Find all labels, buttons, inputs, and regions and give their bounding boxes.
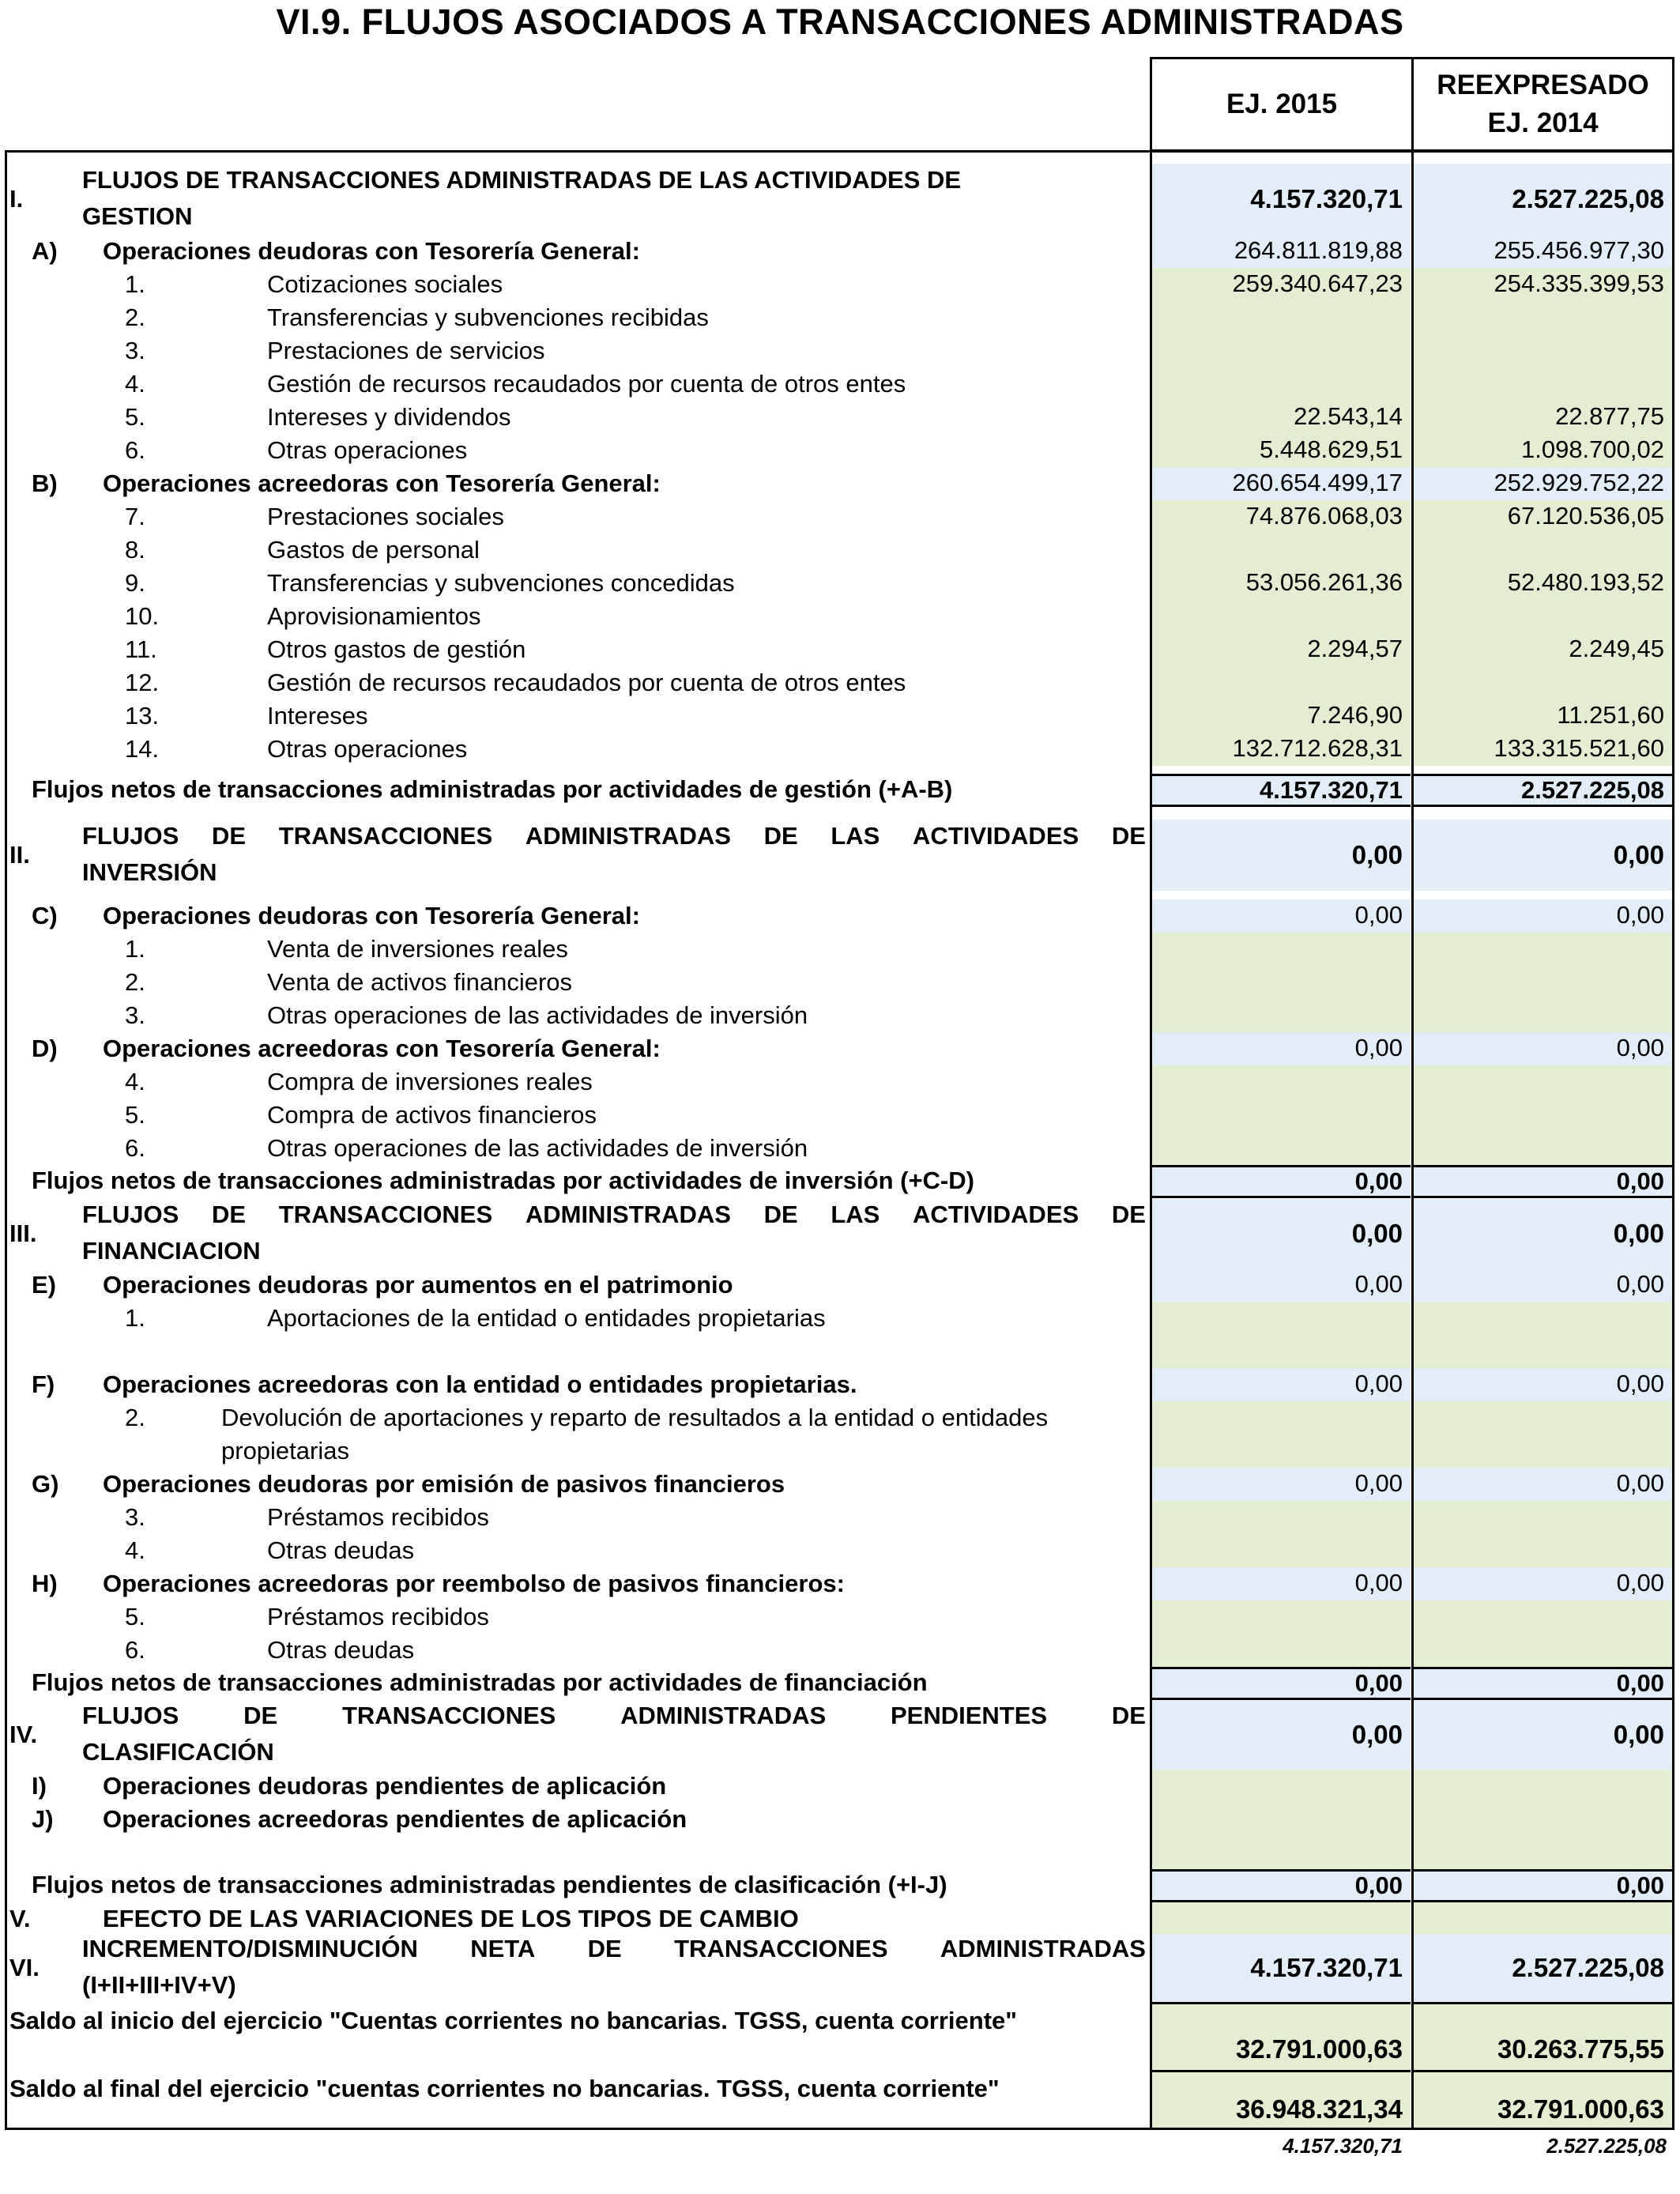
amount-2014: 52.480.193,52 bbox=[1414, 567, 1672, 600]
section-title-word: DE bbox=[1111, 822, 1146, 850]
item-label: Intereses y dividendos bbox=[267, 403, 511, 431]
group-letter: D) bbox=[32, 1035, 58, 1062]
section-number: II. bbox=[9, 841, 30, 869]
group-label: Operaciones deudoras por aumentos en el patrimonio bbox=[103, 1271, 733, 1299]
item-number: 1. bbox=[125, 935, 145, 963]
amount-2014: 254.335.399,53 bbox=[1414, 268, 1672, 301]
item-number: 2. bbox=[125, 1404, 145, 1431]
amount-2014: 30.263.775,55 bbox=[1414, 2002, 1672, 2070]
group-letter: H) bbox=[32, 1570, 58, 1597]
amount-2015: 264.811.819,88 bbox=[1152, 235, 1411, 268]
group-letter: J) bbox=[32, 1805, 54, 1833]
item-label: Otras operaciones de las actividades de inversión bbox=[267, 1001, 808, 1029]
amount-2014: 0,00 bbox=[1414, 1468, 1672, 1501]
item-label: Aprovisionamientos bbox=[267, 602, 481, 630]
item-number: 4. bbox=[125, 1536, 145, 1564]
amount-2014: 22.877,75 bbox=[1414, 401, 1672, 434]
net-flow-label: Flujos netos de transacciones administradas por actividades de gestión (+A-B) bbox=[32, 775, 953, 803]
section-title-word: DE bbox=[587, 1935, 622, 1962]
item-number: 13. bbox=[125, 702, 160, 729]
item-number: 4. bbox=[125, 370, 145, 398]
section-title-word: ADMINISTRADAS bbox=[525, 822, 731, 850]
item-number: 3. bbox=[125, 337, 145, 364]
item-label: Compra de activos financieros bbox=[267, 1101, 597, 1129]
amount-2015: 0,00 bbox=[1152, 1468, 1411, 1501]
amount-2014: 0,00 bbox=[1414, 1667, 1672, 1700]
section-title-word: ACTIVIDADES bbox=[913, 822, 1079, 850]
section-number: I. bbox=[9, 185, 24, 213]
item-number: 6. bbox=[125, 436, 145, 464]
amount-2015: 4.157.320,71 bbox=[1152, 164, 1411, 235]
amount-2015: 32.791.000,63 bbox=[1152, 2002, 1411, 2070]
group-letter: C) bbox=[32, 902, 58, 929]
amount-2014: 1.098.700,02 bbox=[1414, 434, 1672, 467]
item-number: 5. bbox=[125, 403, 145, 431]
section-number: IV. bbox=[9, 1721, 38, 1748]
amount-2014: 0,00 bbox=[1414, 1368, 1672, 1401]
amount-2014: 0,00 bbox=[1414, 1032, 1672, 1065]
section-title-word: DE bbox=[763, 1201, 798, 1228]
amount-2015: 259.340.647,23 bbox=[1152, 268, 1411, 301]
group-label: Operaciones deudoras con Tesorería General: bbox=[103, 237, 640, 265]
item-label: Gastos de personal bbox=[267, 536, 480, 564]
amount-2014: 0,00 bbox=[1414, 1567, 1672, 1600]
section-number: III. bbox=[9, 1220, 37, 1247]
amount-2015: 0,00 bbox=[1152, 1165, 1411, 1198]
amount-2014: 0,00 bbox=[1414, 1269, 1672, 1302]
amount-2014: 2.527.225,08 bbox=[1414, 774, 1672, 807]
amount-2014: 67.120.536,05 bbox=[1414, 500, 1672, 533]
amount-2015: 132.712.628,31 bbox=[1152, 733, 1411, 766]
amount-2015: 4.157.320,71 bbox=[1152, 1934, 1411, 2002]
amount-2015: 260.654.499,17 bbox=[1152, 467, 1411, 500]
section-title-word: DE bbox=[243, 1702, 278, 1729]
section-title-word: NETA bbox=[470, 1935, 536, 1962]
amount-2014: 0,00 bbox=[1414, 1199, 1672, 1269]
section-title-word: FLUJOS bbox=[82, 822, 179, 850]
amount-2014: 0,00 bbox=[1414, 899, 1672, 933]
section-title-line2: (I+II+III+IV+V) bbox=[82, 1971, 236, 1999]
amount-2015: 0,00 bbox=[1152, 820, 1411, 891]
column-header-2014-line2: EJ. 2014 bbox=[1487, 107, 1599, 138]
group-letter: F) bbox=[32, 1370, 55, 1398]
amount-2015: 0,00 bbox=[1152, 1199, 1411, 1269]
column-header-2015 bbox=[1150, 57, 1414, 152]
amount-2014: 0,00 bbox=[1414, 1869, 1672, 1902]
item-number: 6. bbox=[125, 1134, 145, 1162]
item-number: 6. bbox=[125, 1636, 145, 1664]
group-label: Operaciones acreedoras por reembolso de pasivos financieros: bbox=[103, 1570, 845, 1597]
section-title-word: TRANSACCIONES bbox=[278, 1201, 493, 1228]
item-number: 11. bbox=[125, 635, 157, 663]
section-title-word: DE bbox=[1111, 1702, 1146, 1729]
item-number: 3. bbox=[125, 1001, 145, 1029]
footer-total-2014: 2.527.225,08 bbox=[1546, 2134, 1667, 2158]
section-title-line2: GESTION bbox=[82, 202, 193, 230]
amount-2014: 0,00 bbox=[1414, 1700, 1672, 1770]
section-title-word: FLUJOS bbox=[82, 1201, 179, 1228]
group-letter: I) bbox=[32, 1772, 47, 1800]
section-number: VI. bbox=[9, 1954, 40, 1981]
item-label: Compra de inversiones reales bbox=[267, 1068, 593, 1095]
item-number: 3. bbox=[125, 1503, 145, 1531]
amount-2015: 2.294,57 bbox=[1152, 633, 1411, 666]
amount-2015: 22.543,14 bbox=[1152, 401, 1411, 434]
amount-2014: 32.791.000,63 bbox=[1414, 2070, 1672, 2130]
group-letter: G) bbox=[32, 1470, 59, 1498]
net-flow-label: Flujos netos de transacciones administradas por actividades de inversión (+C-D) bbox=[32, 1167, 974, 1194]
column-header-2014-line1: REEXPRESADO bbox=[1437, 70, 1649, 100]
section-title-word: ADMINISTRADAS bbox=[940, 1935, 1146, 1962]
item-label: Aportaciones de la entidad o entidades propietarias bbox=[267, 1304, 826, 1332]
column-header-2014 bbox=[1411, 57, 1674, 152]
amount-2015: 0,00 bbox=[1152, 899, 1411, 933]
group-label: Operaciones deudoras pendientes de aplicación bbox=[103, 1772, 667, 1800]
section-title-word: ACTIVIDADES bbox=[913, 1201, 1079, 1228]
item-number: 2. bbox=[125, 968, 145, 996]
group-label: Operaciones acreedoras con Tesorería General: bbox=[103, 469, 661, 497]
net-flow-label: Flujos netos de transacciones administradas pendientes de clasificación (+I-J) bbox=[32, 1871, 947, 1898]
section-title-word: ADMINISTRADAS bbox=[620, 1702, 827, 1729]
group-label: Operaciones acreedoras pendientes de aplicación bbox=[103, 1805, 687, 1833]
item-label: Otras deudas bbox=[267, 1536, 415, 1564]
section-title-word: FLUJOS bbox=[82, 1702, 179, 1729]
net-flow-label: Flujos netos de transacciones administradas por actividades de financiación bbox=[32, 1668, 928, 1696]
amount-2014: 0,00 bbox=[1414, 820, 1672, 891]
section-title-word: TRANSACCIONES bbox=[278, 822, 493, 850]
group-label: EFECTO DE LAS VARIACIONES DE LOS TIPOS DE CAMBIO bbox=[103, 1905, 799, 1932]
section-title-word: TRANSACCIONES bbox=[341, 1702, 556, 1729]
item-number: 5. bbox=[125, 1101, 145, 1129]
amount-2015: 4.157.320,71 bbox=[1152, 774, 1411, 807]
group-letter: V. bbox=[9, 1905, 31, 1932]
item-number: 2. bbox=[125, 303, 145, 331]
item-label: Venta de activos financieros bbox=[267, 968, 573, 996]
item-number: 1. bbox=[125, 1304, 145, 1332]
amount-2014: 252.929.752,22 bbox=[1414, 467, 1672, 500]
column-divider bbox=[1150, 150, 1152, 2130]
amount-2015: 0,00 bbox=[1152, 1869, 1411, 1902]
section-title-text: FLUJOS DE TRANSACCIONES ADMINISTRADAS DE LAS ACTIVIDADES DE bbox=[82, 166, 962, 194]
balance-label: Saldo al inicio del ejercicio "Cuentas corrientes no bancarias. TGSS, cuenta corriente" bbox=[9, 2007, 1017, 2034]
section-title-word: DE bbox=[1111, 1201, 1146, 1228]
item-label: Prestaciones de servicios bbox=[267, 337, 545, 364]
footer-total-2015: 4.157.320,71 bbox=[1283, 2134, 1403, 2158]
amount-2015: 36.948.321,34 bbox=[1152, 2070, 1411, 2130]
section-title-word: DE bbox=[211, 822, 247, 850]
group-letter: B) bbox=[32, 469, 58, 497]
amount-2014: 11.251,60 bbox=[1414, 699, 1672, 733]
item-label: Gestión de recursos recaudados por cuenta de otros entes bbox=[267, 370, 906, 398]
amount-2015: 53.056.261,36 bbox=[1152, 567, 1411, 600]
item-label: Otras operaciones de las actividades de inversión bbox=[267, 1134, 808, 1162]
section-title-line2: INVERSIÓN bbox=[82, 858, 217, 886]
item-label: Gestión de recursos recaudados por cuenta de otros entes bbox=[267, 669, 906, 696]
amount-2015: 0,00 bbox=[1152, 1667, 1411, 1700]
section-title-word: DE bbox=[763, 822, 798, 850]
item-number: 12. bbox=[125, 669, 160, 696]
item-label: Otras operaciones bbox=[267, 436, 468, 464]
item-number: 8. bbox=[125, 536, 145, 564]
item-number: 4. bbox=[125, 1068, 145, 1095]
section-title-word: PENDIENTES bbox=[890, 1702, 1048, 1729]
item-label: Otras operaciones bbox=[267, 735, 468, 763]
item-label: Otros gastos de gestión bbox=[267, 635, 526, 663]
amount-2014: 133.315.521,60 bbox=[1414, 733, 1672, 766]
section-title-word: LAS bbox=[831, 822, 880, 850]
amount-2015: 0,00 bbox=[1152, 1368, 1411, 1401]
group-label: Operaciones acreedoras con Tesorería General: bbox=[103, 1035, 661, 1062]
item-number: 10. bbox=[125, 602, 160, 630]
page-title: VI.9. FLUJOS ASOCIADOS A TRANSACCIONES ADMINISTRADAS bbox=[276, 2, 1404, 42]
amount-2014: 255.456.977,30 bbox=[1414, 235, 1672, 268]
amount-2015: 0,00 bbox=[1152, 1269, 1411, 1302]
item-label: Préstamos recibidos bbox=[267, 1603, 489, 1630]
item-label: Cotizaciones sociales bbox=[267, 270, 503, 298]
group-letter: A) bbox=[32, 237, 58, 265]
item-number: 9. bbox=[125, 569, 145, 597]
amount-2015: 0,00 bbox=[1152, 1700, 1411, 1770]
group-letter: E) bbox=[32, 1271, 56, 1299]
group-label: Operaciones deudoras por emisión de pasivos financieros bbox=[103, 1470, 785, 1498]
item-number: 14. bbox=[125, 735, 160, 763]
amount-2015: 74.876.068,03 bbox=[1152, 500, 1411, 533]
item-label: Venta de inversiones reales bbox=[267, 935, 568, 963]
column-divider bbox=[1411, 150, 1414, 2130]
amount-2014: 2.527.225,08 bbox=[1414, 164, 1672, 235]
amount-2015: 7.246,90 bbox=[1152, 699, 1411, 733]
group-label: Operaciones deudoras con Tesorería General: bbox=[103, 902, 640, 929]
table-frame bbox=[5, 150, 1674, 2130]
balance-label: Saldo al final del ejercicio "cuentas corrientes no bancarias. TGSS, cuenta corriente" bbox=[9, 2075, 1000, 2102]
group-label: Operaciones acreedoras con la entidad o entidades propietarias. bbox=[103, 1370, 857, 1398]
amount-2015: 0,00 bbox=[1152, 1032, 1411, 1065]
section-title-word: INCREMENTO/DISMINUCIÓN bbox=[82, 1935, 418, 1962]
section-title-word: ADMINISTRADAS bbox=[525, 1201, 731, 1228]
amount-2015: 5.448.629,51 bbox=[1152, 434, 1411, 467]
section-title-word: DE bbox=[211, 1201, 247, 1228]
item-number: 7. bbox=[125, 503, 145, 530]
amount-2014: 2.527.225,08 bbox=[1414, 1934, 1672, 2002]
column-header-2015-label: EJ. 2015 bbox=[1226, 89, 1338, 119]
amount-2014: 0,00 bbox=[1414, 1165, 1672, 1198]
item-label: Transferencias y subvenciones concedidas bbox=[267, 569, 735, 597]
item-number: 1. bbox=[125, 270, 145, 298]
section-title-word: LAS bbox=[831, 1201, 880, 1228]
item-label: Intereses bbox=[267, 702, 368, 729]
item-label: Préstamos recibidos bbox=[267, 1503, 489, 1531]
item-number: 5. bbox=[125, 1603, 145, 1630]
item-label: Otras deudas bbox=[267, 1636, 415, 1664]
item-label-continued: propietarias bbox=[221, 1437, 349, 1465]
item-label: Transferencias y subvenciones recibidas bbox=[267, 303, 709, 331]
section-title-word: TRANSACCIONES bbox=[674, 1935, 888, 1962]
amount-2014: 2.249,45 bbox=[1414, 633, 1672, 666]
amount-2015: 0,00 bbox=[1152, 1567, 1411, 1600]
item-label: Prestaciones sociales bbox=[267, 503, 504, 530]
section-title-line2: CLASIFICACIÓN bbox=[82, 1738, 274, 1766]
item-label: Devolución de aportaciones y reparto de resultados a la entidad o entidades bbox=[221, 1404, 1049, 1431]
section-title-line2: FINANCIACION bbox=[82, 1237, 261, 1265]
